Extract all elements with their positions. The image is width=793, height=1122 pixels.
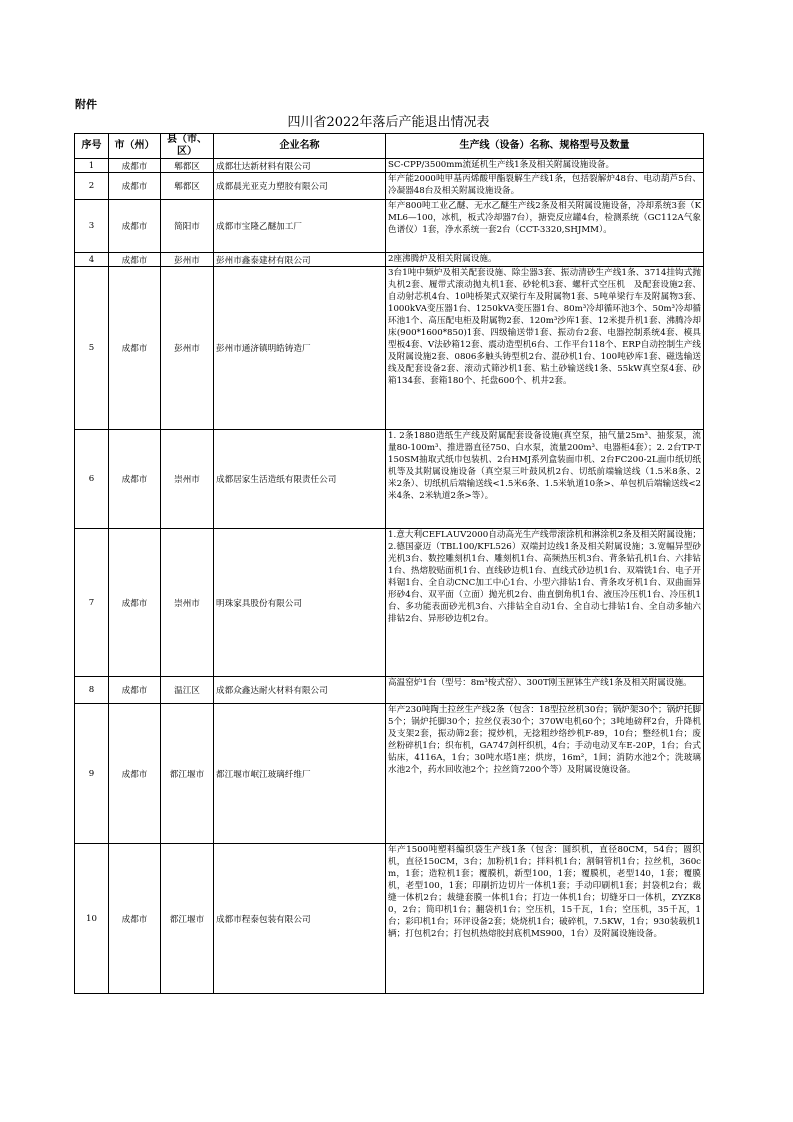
row-city: 成都市	[109, 173, 161, 200]
row-desc: 年产230吨陶土拉丝生产线2条（包含：18型拉丝机30台；锅炉架30个；锅炉托脚5个；锅炉托脚30个；拉丝仪表30个；370W电机60个；3吨地磅秤2台，升降机及支架2套，振动筛2套；搅炒机，无捻粗纱络纱机F-89，10台；整经机1台；废丝粉碎机1台；织布机，GA747剑杆织机，4台；手动电动叉车E-20P，1台；台式钻床，4116A，1台；30吨水塔1座；烘房，16m²，1间；消防水池2个；洗玻璃水池2个，药水回收池2个；拉丝筒7200个等）及附属设施设备。	[386, 704, 704, 844]
row-city: 成都市	[109, 704, 161, 844]
row-desc: 2座沸腾炉及相关附属设施。	[386, 253, 704, 267]
row-city: 成都市	[109, 253, 161, 267]
row-no: 5	[75, 267, 109, 430]
row-company: 成都众鑫达耐火材料有限公司	[214, 677, 386, 704]
capacity-exit-table	[74, 133, 704, 994]
attachment-label: 附件	[75, 98, 97, 111]
row-county: 彭州市	[161, 267, 214, 430]
row-no: 10	[75, 844, 109, 994]
row-desc: 高温窑炉1台（型号：8m³梭式窑）、300T刚玉匣钵生产线1条及相关附属设施。	[386, 677, 704, 704]
page-title: 四川省2022年落后产能退出情况表	[287, 115, 490, 130]
row-company: 彭州市通济镇明皓铸造厂	[214, 267, 386, 430]
row-county: 都江堰市	[161, 704, 214, 844]
table-row	[75, 159, 704, 173]
row-county: 温江区	[161, 677, 214, 704]
row-desc: 年产800吨工业乙醚、无水乙醚生产线2条及相关附属设施设备，冷却系统3套（KML6—100，冰机，板式冷却器7台），搪瓷反应罐4台，检测系统（GC112A气象色谱仪）1套，净水系统一套2台（CCT-3320,SHJMM）。	[386, 200, 704, 253]
row-county: 彭州市	[161, 253, 214, 267]
row-no: 7	[75, 529, 109, 677]
table-row	[75, 844, 704, 994]
row-no: 3	[75, 200, 109, 253]
row-desc: SC-CPP/3500mm流延机生产线1条及相关附属设施设备。	[386, 159, 704, 173]
row-city: 成都市	[109, 430, 161, 529]
row-company: 成都市程泰包装有限公司	[214, 844, 386, 994]
header-no: 序号	[75, 134, 109, 159]
table-row	[75, 430, 704, 529]
row-company: 成都晨光亚克力塑胶有限公司	[214, 173, 386, 200]
table-row	[75, 677, 704, 704]
row-company: 都江堰市岷江玻璃纤维厂	[214, 704, 386, 844]
row-company: 成都居家生活造纸有限责任公司	[214, 430, 386, 529]
row-no: 2	[75, 173, 109, 200]
row-desc: 年产能2000吨甲基丙烯酸甲酯裂解生产线1条，包括裂解炉48台、电动葫芦5台、冷凝器48台及相关附属设施设备。	[386, 173, 704, 200]
row-city: 成都市	[109, 844, 161, 994]
row-city: 成都市	[109, 267, 161, 430]
row-county: 崇州市	[161, 529, 214, 677]
row-county: 简阳市	[161, 200, 214, 253]
row-no: 9	[75, 704, 109, 844]
row-city: 成都市	[109, 677, 161, 704]
row-city: 成都市	[109, 200, 161, 253]
row-county: 郫都区	[161, 173, 214, 200]
header-company: 企业名称	[214, 134, 386, 159]
row-desc: 1. 2条1880造纸生产线及附属配套设备设施(真空泵，抽气量25m³、抽浆泵，流量80-100m³、推进器直径750、白水泵，流量200m³、电器柜4套）；2. 2台TP-T150SM抽取式纸巾包装机、2台HMJ系列盒装面巾机、2台FC200-2L面巾纸切纸机等及其附属设施设备（真空泵三叶鼓风机2台、切纸前端输送线（1.5米8条、2米2条）、切纸机后端输送线<1.5米6条、1.5米轨道10条>、单包机后端输送线<2米4条、2米轨道2条>等）。	[386, 430, 704, 529]
row-desc: 年产1500吨塑料编织袋生产线1条（包含：圆织机，直径80CM，54台；圆织机，直径150CM，3台；加粉机1台；拌料机1台；割铜管机1台；拉丝机，360cm，1套；造粒机1套；覆膜机，新型100，1套；覆膜机，老型140，1套；覆膜机，老型100，1套；印刷折边切片一体机1套；手动印刷机1套；封袋机2台；裁缝一体机2台；裁缝套膜一体机1台；打边一体机1台；切缝牙口一体机，ZYZK80，2台；筒印机1台；翻袋机1台；空压机，15千瓦，1台；空压机，35千瓦，1台；彩印机1台；环评设备2套；烧烧机1台；破碎机，7.5KW，1台；930装载机1辆；打包机2台；打包机热熔胶封底机MS900，1台）及附属设施设备。	[386, 844, 704, 994]
table-row	[75, 704, 704, 844]
table-row	[75, 200, 704, 253]
row-county: 崇州市	[161, 430, 214, 529]
row-city: 成都市	[109, 529, 161, 677]
row-county: 都江堰市	[161, 844, 214, 994]
table-header-row	[75, 134, 704, 159]
row-company: 明珠家具股份有限公司	[214, 529, 386, 677]
table-row	[75, 253, 704, 267]
row-no: 4	[75, 253, 109, 267]
table-row	[75, 267, 704, 430]
table-row	[75, 529, 704, 677]
row-desc: 3台1吨中频炉及相关配套设施、除尘器3套、振动清砂生产线1条、3714挂钩式抛丸机2套、履带式滚动抛丸机1套、砂轮机3套、螺杆式空压机 及配套设施2套、自动射芯机4台、10吨桥架式双梁行车及附属物1套、5吨单梁行车及附属物3套、1000kVA变压器1台、1250kVA变压器1台、80m³冷却循环池3个、50m³冷却循环池1个、高压配电柜及附属物2套、120m³沙库1套、12米提升机1套、沸腾冷却床(900*1600*850)1套、四级输送带1套、振动台2套、电器控制系统4套、模具型板4套、V法砂箱12套、震动造型机6台、工作平台118个、ERP自动控制生产线及附属设施2套、0806多触头铸型机2台、混砂机1台、100吨砂库1套、磁选输送线及配套设备2套、滚动式筛沙机1套、粘土砂输送线1条、55kW真空泵4套、砂箱134套、套箱180个、托盘600个、机井2套。	[386, 267, 704, 430]
row-no: 6	[75, 430, 109, 529]
header-desc: 生产线（设备）名称、规格型号及数量	[386, 134, 704, 159]
row-company: 成都市宝隆乙醚加工厂	[214, 200, 386, 253]
table-row	[75, 173, 704, 200]
header-county: 县（市、区）	[161, 134, 214, 159]
row-no: 1	[75, 159, 109, 173]
row-desc: 1.意大利CEFLAUV2000自动高光生产线带滚涂机和淋涂机2条及相关附属设施；2.德国豪迈（TBL100/KFL526）双端封边线1条及相关附属设施；3.宽幅异型砂光机3台、数控雕刻机1台、雕刻机1台、高频热压机3台、背条钻孔机1台、六排钻1台、热熔胶贴面机1台、直线砂边机1台、直线式砂边机1台、双端铣1台、电子开料锯1台、全自动CNC加工中心1台、小型六排钻1台、背条攻牙机1台、双曲面异形砂4台、双平面（立面）抛光机2台、曲直倒角机1台、液压冷压机1台、冷压机1台、多功能表面砂光机3台、六排钻全自动1台、全自动七排钻1台、全自动多轴六排钻2台、异形砂边机2台。	[386, 529, 704, 677]
row-county: 郫都区	[161, 159, 214, 173]
header-city: 市（州）	[109, 134, 161, 159]
row-city: 成都市	[109, 159, 161, 173]
row-no: 8	[75, 677, 109, 704]
row-company: 成都壮达新材料有限公司	[214, 159, 386, 173]
row-company: 彭州市鑫泰建材有限公司	[214, 253, 386, 267]
